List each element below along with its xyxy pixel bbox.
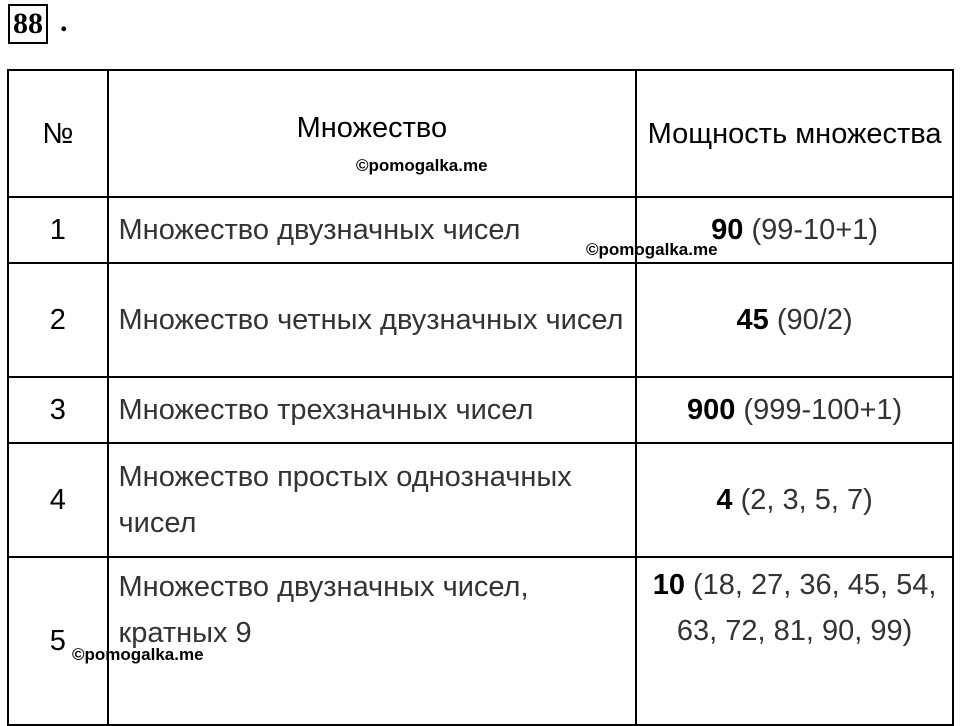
task-number-dot: . [60, 5, 68, 38]
row-number: 5 [8, 557, 108, 725]
cardinality-value: 10 [652, 569, 685, 601]
table-row [8, 263, 953, 377]
header-set: Множество [108, 70, 637, 197]
set-name: Множество простых однозначных чисел [108, 443, 637, 557]
table-header-row [8, 70, 953, 197]
cardinality-explanation: (99-10+1) [751, 214, 879, 246]
set-name: Множество трехзначных чисел [108, 377, 637, 443]
row-number: 3 [8, 377, 108, 443]
table-row [8, 377, 953, 443]
watermark: ©pomogalka.me [356, 156, 488, 175]
header-num: № [8, 70, 108, 197]
header-cardinality: Мощность множества [636, 70, 953, 197]
cardinality-cell [636, 557, 953, 725]
set-name: Множество двузначных чисел, кратных 9 [108, 557, 637, 725]
table-row [8, 197, 953, 263]
cardinality-value: 4 [716, 484, 733, 516]
cardinality-explanation: (18, 27, 36, 45, 54, 63, 72, 81, 90, 99) [676, 569, 937, 647]
set-name: Множество четных двузначных чисел [108, 263, 637, 377]
row-number: 2 [8, 263, 108, 377]
watermark: ©pomogalka.me [72, 645, 204, 664]
table-row [8, 557, 953, 725]
cardinality-cell [636, 443, 953, 557]
cardinality-explanation: (2, 3, 5, 7) [740, 484, 873, 516]
table-row [8, 443, 953, 557]
task-number: 88 [8, 4, 48, 44]
set-name: Множество двузначных чисел [108, 197, 637, 263]
cardinality-cell [636, 263, 953, 377]
cardinality-explanation: (90/2) [776, 304, 853, 336]
row-number: 4 [8, 443, 108, 557]
row-number: 1 [8, 197, 108, 263]
cardinality-value: 90 [711, 214, 744, 246]
cardinality-value: 45 [736, 304, 769, 336]
cardinality-cell [636, 377, 953, 443]
cardinality-value: 900 [686, 394, 736, 426]
watermark: ©pomogalka.me [586, 240, 718, 259]
cardinality-explanation: (999-100+1) [743, 394, 903, 426]
